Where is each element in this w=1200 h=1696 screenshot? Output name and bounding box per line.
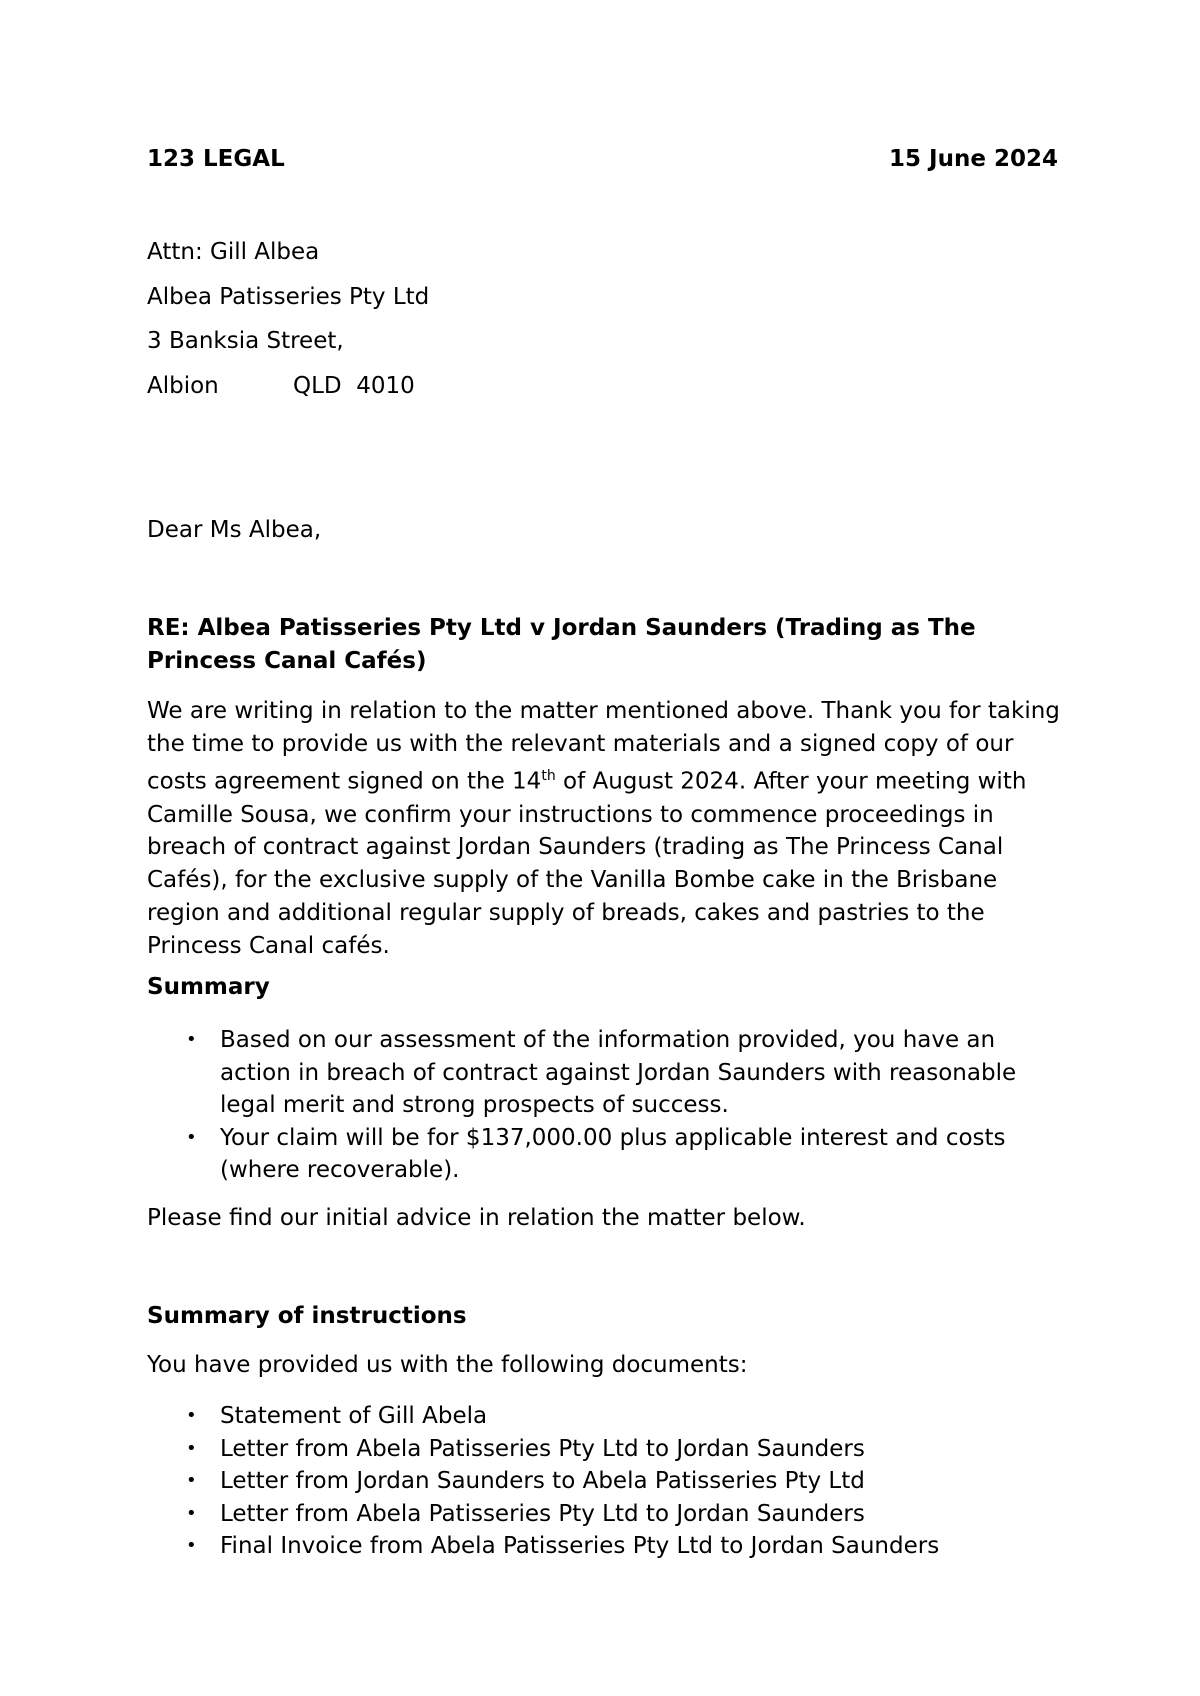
address-attn: Attn: Gill Albea (147, 239, 320, 265)
address-company: Albea Patisseries Pty Ltd (147, 284, 430, 310)
letter-date: 15 June 2024 (889, 146, 1058, 172)
address-street: 3 Banksia Street, (147, 328, 344, 354)
intro-text-part1: We are writing in relation to the matter mentioned above. Thank you for taking the time to provide us with the relevant materials and a signed copy of our costs agreement signed on the 14 (147, 698, 1060, 796)
bullet-icon: • (186, 1535, 197, 1556)
document-item-text: Letter from Abela Patisseries Pty Ltd to Jordan Saunders (220, 1500, 865, 1527)
summary-item-text: Based on our assessment of the information provided, you have an action in breach of contract against Jordan Saunders with reasonable legal merit and strong prospects of success. (220, 1027, 1017, 1118)
intro-paragraph (147, 695, 1067, 962)
advice-line: Please find our initial advice in relation the matter below. (147, 1205, 806, 1231)
bullet-icon: • (186, 1029, 197, 1050)
document-item-text: Letter from Abela Patisseries Pty Ltd to Jordan Saunders (220, 1435, 865, 1462)
instructions-heading: Summary of instructions (147, 1303, 467, 1329)
list-item (147, 1433, 1067, 1466)
document-item-text: Statement of Gill Abela (220, 1403, 488, 1429)
summary-heading: Summary (147, 974, 270, 1000)
salutation: Dear Ms Albea, (147, 517, 322, 543)
re-heading: RE: Albea Patisseries Pty Ltd v Jordan Saunders (Trading as The Princess Canal Cafés) (147, 615, 976, 674)
documents-list (147, 1400, 1067, 1563)
summary-list (147, 1024, 1067, 1187)
ordinal-superscript: th (541, 768, 556, 785)
list-item (147, 1498, 1067, 1531)
instructions-intro: You have provided us with the following documents: (147, 1352, 748, 1378)
list-item (147, 1122, 1067, 1187)
bullet-icon: • (186, 1126, 197, 1148)
address-state-postcode: QLD 4010 (293, 373, 415, 399)
document-item-text: Letter from Jordan Saunders to Abela Patisseries Pty Ltd (220, 1468, 865, 1494)
firm-name: 123 LEGAL (147, 146, 285, 172)
list-item (147, 1465, 1067, 1498)
list-item (147, 1530, 1067, 1563)
bullet-icon: • (186, 1437, 197, 1459)
list-item (147, 1400, 1067, 1433)
bullet-icon: • (186, 1470, 197, 1491)
summary-item-text: Your claim will be for $137,000.00 plus applicable interest and costs (where recoverable). (220, 1124, 1006, 1183)
bullet-icon: • (186, 1502, 197, 1524)
list-item (147, 1024, 1067, 1122)
bullet-icon: • (186, 1405, 197, 1426)
intro-text-part2: of August 2024. After your meeting with Camille Sousa, we confirm your instructions to commence proceedings in breach of contract against Jordan Saunders (trading as The Princess Canal Cafés), for the exclusive supply of the Vanilla Bombe cake in the Brisbane region and additional regular supply of breads, cakes and pastries to the Princess Canal cafés. (147, 769, 1027, 959)
document-item-text: Final Invoice from Abela Patisseries Pty Ltd to Jordan Saunders (220, 1533, 940, 1559)
address-suburb: Albion (147, 373, 219, 399)
